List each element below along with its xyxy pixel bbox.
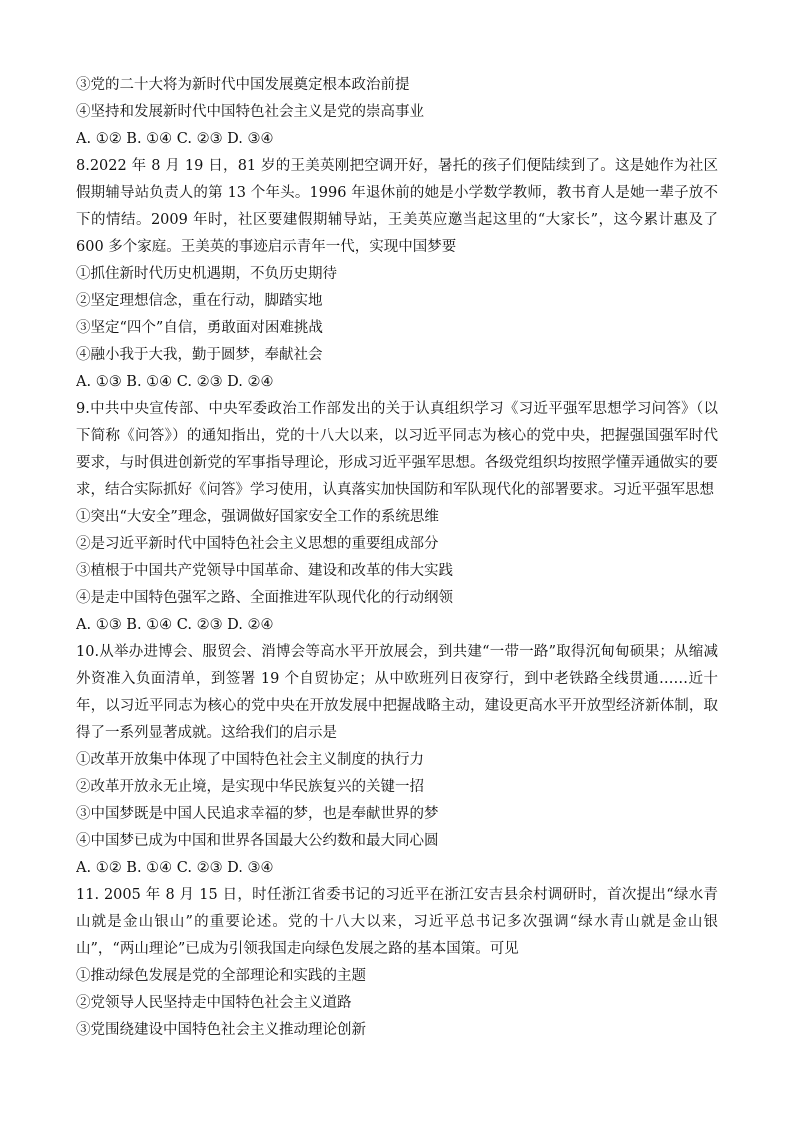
option-1: ①突出“大安全”理念，强调做好国家安全工作的系统思维 xyxy=(76,509,439,525)
question-stem: 11. 2005 年 8 月 15 日，时任浙江省委书记的习近平在浙江安吉县余村调研时，首次提出“绿水青山就是金山银山”的重要论述。党的十八大以来，习近平总书记多次强调“绿水青山就是金山银山”，“两山理论”已成为引领我国走向绿色发展之路的基本国策。可见 xyxy=(76,887,718,957)
option-2: ②是习近平新时代中国特色社会主义思想的重要组成部分 xyxy=(76,536,439,552)
option-2: ②改革开放永无止境，是实现中华民族复兴的关键一招 xyxy=(76,779,424,795)
option-1: ①改革开放集中体现了中国特色社会主义制度的执行力 xyxy=(76,752,424,768)
question-10 xyxy=(76,639,718,882)
answer-choices: A. ①③ B. ①④ C. ②③ D. ②④ xyxy=(76,617,274,633)
option-2: ②党领导人民坚持走中国特色社会主义道路 xyxy=(76,995,352,1011)
option-1: ①抓住新时代历史机遇期，不负历史期待 xyxy=(76,266,337,282)
option-4: ④中国梦已成为中国和世界各国最大公约数和最大同心圆 xyxy=(76,833,439,849)
option-3: ③党围绕建设中国特色社会主义推动理论创新 xyxy=(76,1022,366,1038)
question-11 xyxy=(76,882,718,1044)
answer-choices: A. ①③ B. ①④ C. ②③ D. ②④ xyxy=(76,374,274,390)
question-stem: 9.中共中央宣传部、中央军委政治工作部发出的关于认真组织学习《习近平强军思想学习问答》（以下简称《问答》）的通知指出，党的十八大以来，以习近平同志为核心的党中央，把握强国强军时代要求，与时俱进创新党的军事指导理论，形成习近平强军思想。各级党组织均按照学懂弄通做实的要求，结合实际抓好《问答》学习使用，认真落实加快国防和军队现代化的部署要求。习近平强军思想 xyxy=(76,401,718,498)
question-8 xyxy=(76,153,718,396)
question-stem: 10.从举办进博会、服贸会、消博会等高水平开放展会，到共建“一带一路”取得沉甸甸硕果；从缩减外资准入负面清单，到签署 19 个自贸协定；从中欧班列日夜穿行，到中老铁路全线贯通……近十年，以习近平同志为核心的党中央在开放发展中把握战略主动，建设更高水平开放型经济新体制，取得了一系列显著成就。这给我们的启示是 xyxy=(76,644,718,741)
option-3: ③党的二十大将为新时代中国发展奠定根本政治前提 xyxy=(76,77,410,93)
option-3: ③中国梦既是中国人民追求幸福的梦，也是奉献世界的梦 xyxy=(76,806,439,822)
answer-choices: A. ①② B. ①④ C. ②③ D. ③④ xyxy=(76,131,274,147)
option-1: ①推动绿色发展是党的全部理论和实践的主题 xyxy=(76,968,366,984)
option-4: ④是走中国特色强军之路、全面推进军队现代化的行动纲领 xyxy=(76,590,453,606)
option-4: ④坚持和发展新时代中国特色社会主义是党的崇高事业 xyxy=(76,104,424,120)
option-3: ③植根于中国共产党领导中国革命、建设和改革的伟大实践 xyxy=(76,563,453,579)
option-4: ④融小我于大我，勤于圆梦，奉献社会 xyxy=(76,347,323,363)
option-3: ③坚定“四个”自信，勇敢面对困难挑战 xyxy=(76,320,323,336)
question-stem: 8.2022 年 8 月 19 日，81 岁的王美英刚把空调开好，暑托的孩子们便陆续到了。这是她作为社区假期辅导站负责人的第 13 个年头。1996 年退休前的她是小学数学教师，教书育人是她一辈子放不下的情结。2009 年时，社区要建假期辅导站，王美英应邀当起这里的“大家长”，这今累计惠及了 600 多个家庭。王美英的事迹启示青年一代，实现中国梦要 xyxy=(76,158,718,255)
question-9 xyxy=(76,396,718,639)
exam-page xyxy=(76,72,718,1044)
previous-question-tail xyxy=(76,72,718,153)
answer-choices: A. ①② B. ①④ C. ②③ D. ③④ xyxy=(76,860,274,876)
option-2: ②坚定理想信念，重在行动，脚踏实地 xyxy=(76,293,323,309)
